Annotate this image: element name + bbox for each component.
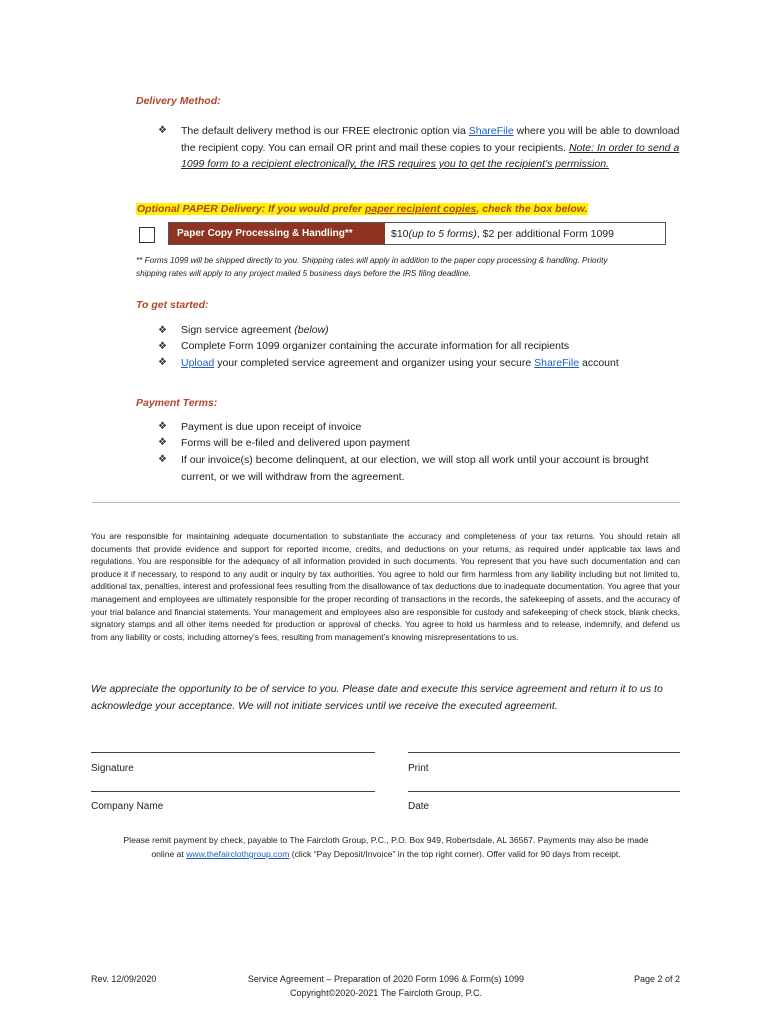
price-label: Paper Copy Processing & Handling** <box>169 223 385 244</box>
print-label: Print <box>408 763 429 774</box>
upload-link[interactable]: Upload <box>181 357 215 369</box>
shipping-note: ** Forms 1099 will be shipped directly to you. Shipping rates will apply in addition to the paper copy processing & handling. Priority shipping rates will apply to any project mailed 5 business days before the IRS filing deadline. <box>136 256 608 278</box>
remit-instructions: Please remit payment by check, payable to The Faircloth Group, P.C., P.O. Box 949, Robertsdale, AL 36567. Payments may also be made online at www.thefairclothgroup.com (click “Pay Deposit/Invoice” in the top right corner). Offer valid for 90 days from receipt. <box>123 835 649 859</box>
payment-terms-heading: Payment Terms: <box>136 397 218 409</box>
bullet-icon: ❖ <box>158 325 167 336</box>
started-item-1: Sign service agreement (below) <box>181 324 329 336</box>
signature-label: Signature <box>91 763 134 774</box>
bullet-icon: ❖ <box>158 357 167 368</box>
delivery-paragraph: The default delivery method is our FREE electronic option via ShareFile where you will be able to download the recipient copy. You can email OR print and mail these copies to your recipients. Note: In order to send a 1099 form to a recipient electronically, the IRS requires you to get the recipient’s permission. <box>181 123 691 173</box>
footer-copyright: Copyright©2020-2021 The Faircloth Group, P.C. <box>290 988 482 998</box>
paper-delivery-checkbox[interactable] <box>139 227 155 243</box>
website-link[interactable]: www.thefairclothgroup.com <box>186 849 290 859</box>
company-name-line[interactable] <box>91 791 375 792</box>
section-divider <box>92 502 680 503</box>
print-line[interactable] <box>408 752 680 753</box>
bullet-icon: ❖ <box>158 125 167 136</box>
to-get-started-heading: To get started: <box>136 299 209 311</box>
irs-note-continued: 1099 form to a recipient electronically, the IRS requires you to get the recipient’s permission. <box>181 158 609 170</box>
bullet-icon: ❖ <box>158 341 167 352</box>
sharefile-link[interactable]: ShareFile <box>468 125 514 137</box>
payment-item-1: Payment is due upon receipt of invoice <box>181 421 362 433</box>
started-item-3: Upload your completed service agreement and organizer using your secure ShareFile account <box>181 357 619 369</box>
started-item-2: Complete Form 1099 organizer containing the accurate information for all recipients <box>181 340 570 352</box>
date-line[interactable] <box>408 791 680 792</box>
sharefile-account-link[interactable]: ShareFile <box>534 357 580 369</box>
payment-item-2: Forms will be e-filed and delivered upon payment <box>181 437 410 449</box>
irs-note: Note: In order to send a <box>568 141 680 154</box>
responsibility-paragraph: You are responsible for maintaining adequate documentation to substantiate the accuracy and completeness of your tax returns. You should retain all documents that provide evidence and support for reported income, credits, and deductions on your returns, as required under applicable tax laws and regulations. You are responsible for the adequacy of all information provided in such documents. You represent that you have such documentation and can produce it if necessary, to respond to any audit or inquiry by tax authorities. You agree to hold our firm harmless from any liability including but not limited to, additional tax, penalties, interest and professional fees resulting from the disallowance of tax deductions due to inadequate documentation. You agree that your management and employees are ultimately responsible for the proper recording of transactions in the records, the safekeeping of assets, and the accuracy of your trial balance and financial statements. Your management and employees also are responsible for custody and safekeeping of check stock, blank checks, signatory stamps and all other items needed for production or approval of checks. You agree to hold us harmless and to release, indemnify, and defend us from any liability or costs, including attorney’s fees, resulting from management’s knowing misrepresentations to us. <box>91 531 680 642</box>
date-label: Date <box>408 801 430 812</box>
revision-date: Rev. 12/09/2020 <box>91 974 157 984</box>
company-name-label: Company Name <box>91 801 164 812</box>
bullet-icon: ❖ <box>158 421 167 432</box>
optional-paper-heading: Optional PAPER Delivery: If you would prefer paper recipient copies, check the box below. <box>137 203 588 215</box>
delivery-method-heading: Delivery Method: <box>136 95 221 107</box>
closing-statement: We appreciate the opportunity to be of service to you. Please date and execute this service agreement and return it to us to acknowledge your acceptance. We will not initiate services until we receive the executed agreement. <box>91 683 663 712</box>
bullet-icon: ❖ <box>158 454 167 465</box>
footer-title: Service Agreement – Preparation of 2020 Form 1096 & Form(s) 1099 <box>247 974 525 984</box>
signature-line[interactable] <box>91 752 375 753</box>
price-value: $10 (up to 5 forms) , $2 per additional Form 1099 <box>391 227 614 240</box>
bullet-icon: ❖ <box>158 437 167 448</box>
page-number: Page 2 of 2 <box>633 974 680 984</box>
paper-copy-price-box <box>168 222 666 245</box>
payment-item-3: If our invoice(s) become delinquent, at our election, we will stop all work until your account is brought current, or we will withdraw from the agreement. <box>181 454 649 483</box>
